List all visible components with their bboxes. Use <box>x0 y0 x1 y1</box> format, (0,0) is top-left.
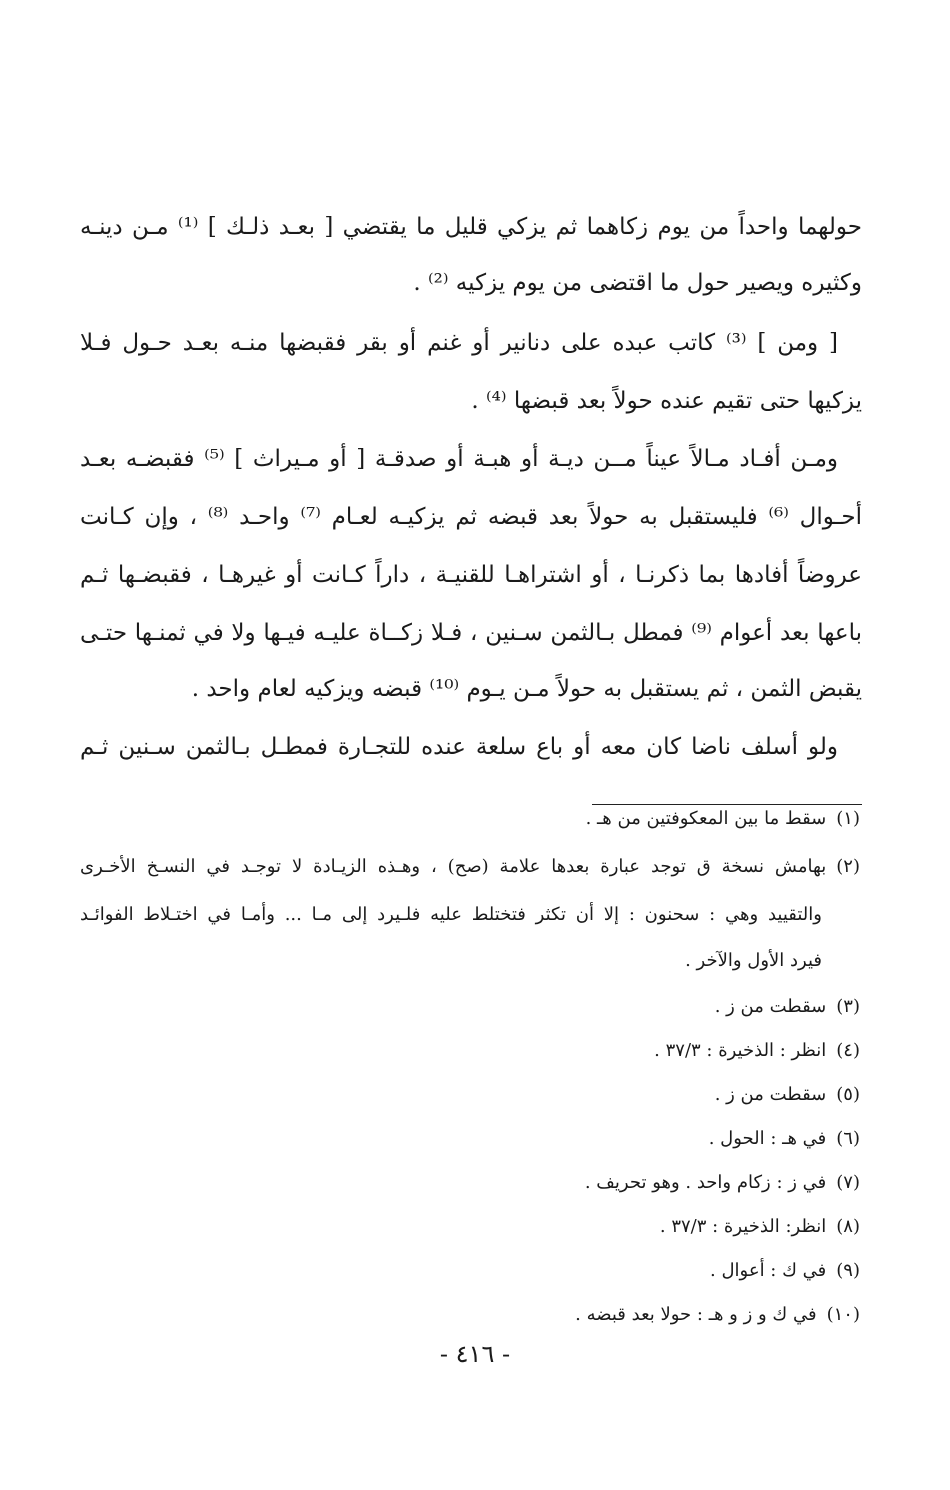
footnote-text: في هـ : الحول . <box>708 1128 827 1149</box>
footnote <box>654 1038 860 1064</box>
text-line: حولهما واحداً من يوم زكاهما ثم يزكي قليل ما يقتضي [ بعـد ذلـك ] ⁽¹⁾ مـن دينـه <box>80 214 862 240</box>
footnote-number: (٦) <box>836 1128 860 1149</box>
footnote-continuation: فيرد الأول والآخر . <box>685 950 822 971</box>
text-line: أحـوال ⁽⁶⁾ فليستقبل به حولاً بعد قبضه ثم يزكيـه لعـام ⁽⁷⁾ واحـد ⁽⁸⁾ ، وإن كـانت <box>80 504 862 530</box>
footnote <box>585 1170 860 1196</box>
text-line: يقبض الثمن ، ثم يستقبل به حولاً مـن يـوم ⁽¹⁰⁾ قبضه ويزكيه لعام واحد . <box>191 676 862 702</box>
text-line: يزكيها حتى تقيم عنده حولاً بعد قبضها ⁽⁴⁾ . <box>471 388 862 414</box>
footnote-number: (١٠) <box>826 1304 860 1325</box>
text-line: ومـن أفـاد مـالاً عيناً مــن ديـة أو هبـة أو صدقـة [ أو مـيراث ] ⁽⁵⁾ فقبضـه بعـد <box>80 446 838 472</box>
footnote <box>586 806 860 832</box>
footnote-number: (٥) <box>836 1084 860 1105</box>
footnote-text: في ك : أعوال . <box>710 1260 827 1281</box>
footnote-text: في ز : زكام واحد . وهو تحريف . <box>584 1172 827 1193</box>
footnote-text: انظر: الذخيرة : ٣٧/٣ . <box>659 1216 827 1237</box>
text-line: ولو أسلف ناضا كان معه أو باع سلعة عنده للتجـارة فمطـل بـالثمن سـنين ثـم <box>80 734 838 760</box>
footnote <box>575 1302 860 1328</box>
footnote-number: (٧) <box>836 1172 860 1193</box>
text-line: عروضاً أفادها بما ذكرنـا ، أو اشتراهـا للقنيـة ، داراً كـانت أو غيرهـا ، فقبضـها ثـم <box>80 562 862 588</box>
text-line: [ ومن ] ⁽³⁾ كاتب عبده على دنانير أو غنم أو بقر فقبضها منـه بعـد حـول فـلا <box>80 330 838 356</box>
footnote-text: في ك و ز و هـ : حولا بعد قبضه . <box>575 1304 817 1325</box>
footnote-number: (٤) <box>836 1040 860 1061</box>
footnote <box>715 994 860 1020</box>
footnote-text: سقطت من ز . <box>714 1084 827 1105</box>
footnote <box>660 1214 860 1240</box>
footnote <box>709 1126 860 1152</box>
footnote-number: (٨) <box>836 1216 860 1237</box>
footnote-number: (٣) <box>836 996 860 1017</box>
text-line: وكثيره ويصير حول ما اقتضى من يوم يزكيه ⁽²⁾ . <box>413 270 862 296</box>
footnote-number: (٩) <box>836 1260 860 1281</box>
footnote-text: انظر : الذخيرة : ٣٧/٣ . <box>654 1040 827 1061</box>
footnote-number: (٢) <box>836 856 860 877</box>
footnote <box>710 1258 860 1284</box>
footnote-text: بهامش نسخة ق توجد عبارة بعدها علامة (صح) ، وهـذه الزيـادة لا توجـد في النسـخ الأخـرى <box>80 856 827 877</box>
footnote-text: سقط ما بين المعكوفتين من هـ . <box>585 808 827 829</box>
footnote-continuation: والتقييد وهي : سحنون : إلا أن تكثر فتختلط عليه فلـيرد إلى مـا ... وأمـا في اختـلاط الفوائـد <box>80 904 822 925</box>
footnote-text: سقطت من ز . <box>714 996 827 1017</box>
footnote-number: (١) <box>836 808 860 829</box>
text-line: باعها بعد أعوام ⁽⁹⁾ فمطل بـالثمن سـنين ، فـلا زكــاة عليـه فيـها ولا في ثمنـها حتـى <box>80 620 862 646</box>
footnote-divider <box>592 804 862 805</box>
footnote <box>80 854 860 880</box>
page-number: - ٤١٦ - <box>439 1340 511 1368</box>
footnote <box>715 1082 860 1108</box>
